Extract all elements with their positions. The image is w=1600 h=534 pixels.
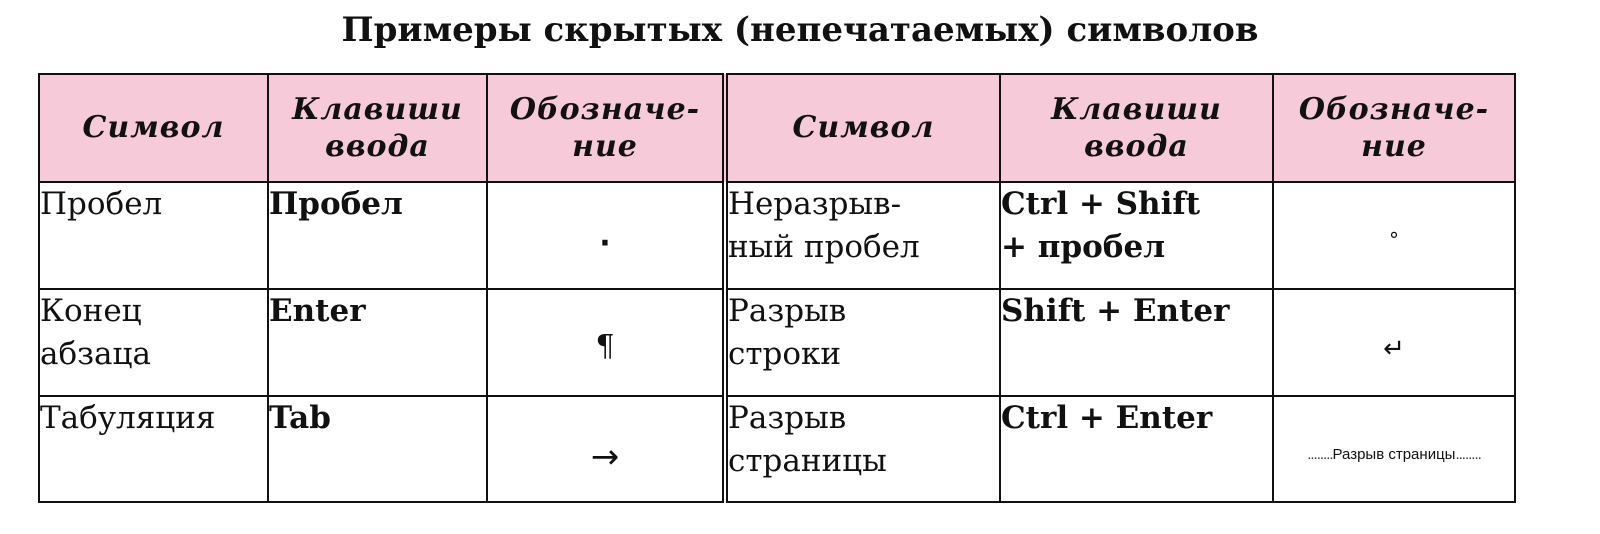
page-break-mark [1307,446,1481,463]
keys-line: + пробел [1001,229,1166,266]
keys-line: Ctrl + Enter [1001,400,1213,436]
cell-mark [487,182,725,289]
header-keys-line2: ввода [325,129,430,164]
cell-keys [268,396,487,502]
table-row [39,396,1515,502]
pilcrow-icon: ¶ [595,329,615,364]
cell-mark [487,289,725,396]
cell-mark [1273,289,1515,396]
cell-mark [487,396,725,502]
page-break-dots-right: ........ [1455,445,1481,463]
symbol-name-line: ный пробел [728,229,920,266]
cell-symbol-name [725,396,1000,502]
keys-line: Shift + Enter [1001,293,1230,329]
keys-line: Пробел [269,186,403,222]
table-title: Примеры скрытых (непечатаемых) символов [341,10,1259,50]
header-mark-line1: Обозначе- [1298,91,1490,127]
cell-keys [1000,289,1273,396]
header-keys-line1: Клавиши [1051,91,1222,127]
header-mark-line2: ние [572,129,638,164]
header-row [39,74,1515,182]
header-keys-line1: Клавиши [292,91,463,127]
cell-mark [1273,396,1515,502]
symbol-name-line: страницы [728,443,887,480]
cell-symbol-name [39,182,268,289]
header-keys-left [268,74,487,182]
symbol-name-line: строки [728,336,842,373]
cell-symbol-name [39,289,268,396]
tab-arrow-icon: → [590,437,620,477]
symbol-name-line: Разрыв [728,293,847,329]
header-mark-line2: ние [1361,129,1427,164]
keys-line: Ctrl + Shift [1001,186,1201,222]
line-break-arrow-icon: ↵ [1383,333,1405,364]
table-row [39,289,1515,396]
symbol-name-line: Пробел [40,186,163,222]
symbol-name-line: Конец [40,293,142,329]
cell-keys [268,289,487,396]
header-keys-line2: ввода [1084,129,1189,164]
cell-keys [1000,396,1273,502]
space-mark-icon: · [599,226,611,261]
cell-symbol-name [39,396,268,502]
header-keys-right [1000,74,1273,182]
cell-symbol-name [725,182,1000,289]
header-symbol-right: Символ [725,74,1000,182]
keys-line: Tab [269,400,331,436]
page-break-label: Разрыв страницы [1332,445,1456,463]
symbol-name-line: Неразрыв- [728,186,902,222]
nonbreaking-space-mark-icon: ° [1389,227,1399,252]
header-mark-left [487,74,725,182]
table-row [39,182,1515,289]
symbol-name-line: абзаца [40,336,151,373]
symbol-name-line: Разрыв [728,400,847,436]
header-mark-line1: Обозначе- [509,91,701,127]
keys-line: Enter [269,293,366,329]
cell-mark [1273,182,1515,289]
hidden-symbols-table [38,73,1516,503]
cell-symbol-name [725,289,1000,396]
header-symbol-left: Символ [39,74,268,182]
symbol-name-line: Табуляция [40,400,216,436]
header-mark-right [1273,74,1515,182]
page-break-dots-left: ........ [1307,445,1333,463]
cell-keys [268,182,487,289]
cell-keys [1000,182,1273,289]
